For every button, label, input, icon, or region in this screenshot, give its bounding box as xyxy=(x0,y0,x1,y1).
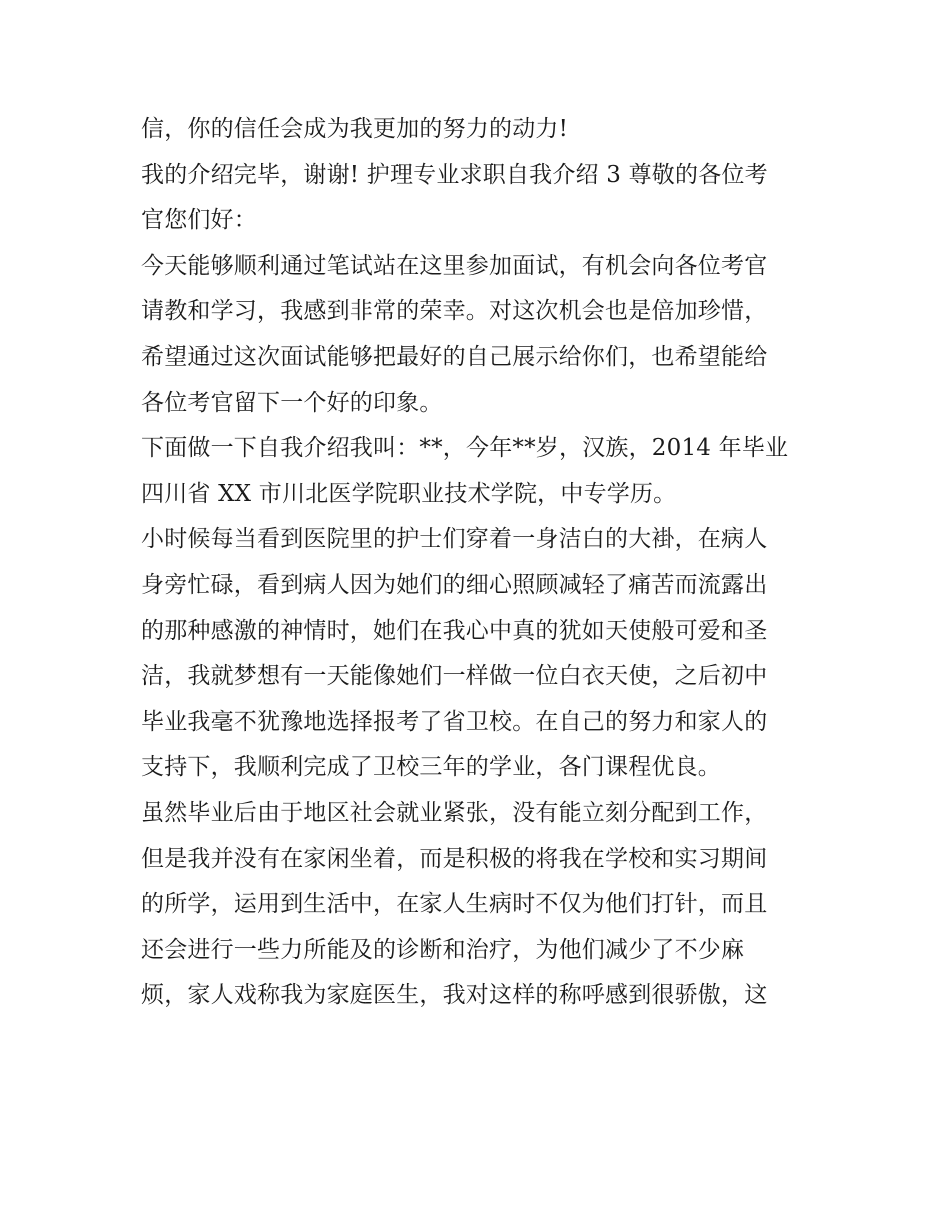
text-line: 下面做一下自我介绍我叫：**，今年**岁，汉族，2014 年毕业 xyxy=(141,435,789,462)
text-line: 还会进行一些力所能及的诊断和治疗，为他们减少了不少麻 xyxy=(141,936,745,963)
text-line: 我的介绍完毕，谢谢! 护理专业求职自我介绍 3 尊敬的各位考 xyxy=(141,161,768,188)
document-body xyxy=(141,107,821,1019)
text-line: 洁，我就梦想有一天能像她们一样做一位白衣天使，之后初中 xyxy=(141,663,768,690)
text-line: 的所学，运用到生活中，在家人生病时不仅为他们打针，而且 xyxy=(141,891,768,918)
text-line: 虽然毕业后由于地区社会就业紧张，没有能立刻分配到工作， xyxy=(141,799,768,826)
text-line: 毕业我毫不犹豫地选择报考了省卫校。在自己的努力和家人的 xyxy=(141,708,768,735)
text-line: 请教和学习，我感到非常的荣幸。对这次机会也是倍加珍惜， xyxy=(141,298,768,325)
text-line: 支持下，我顺利完成了卫校三年的学业，各门课程优良。 xyxy=(141,754,721,781)
text-line: 烦，家人戏称我为家庭医生，我对这样的称呼感到很骄傲，这 xyxy=(141,982,768,1009)
text-line: 四川省 XX 市川北医学院职业技术学院，中专学历。 xyxy=(141,480,677,507)
text-line: 今天能够顺利通过笔试站在这里参加面试，有机会向各位考官 xyxy=(141,252,768,279)
text-line: 各位考官留下一个好的印象。 xyxy=(141,389,443,416)
text-line: 身旁忙碌，看到病人因为她们的细心照顾减轻了痛苦而流露出 xyxy=(141,571,768,598)
text-line: 官您们好： xyxy=(141,207,257,234)
text-line: 小时候每当看到医院里的护士们穿着一身洁白的大褂，在病人 xyxy=(141,526,768,553)
text-line: 的那种感激的神情时，她们在我心中真的犹如天使般可爱和圣 xyxy=(141,617,768,644)
text-line: 但是我并没有在家闲坐着，而是积极的将我在学校和实习期间 xyxy=(141,845,768,872)
text-line: 信，你的信任会成为我更加的努力的动力! xyxy=(141,116,569,142)
text-line: 希望通过这次面试能够把最好的自己展示给你们，也希望能给 xyxy=(141,343,768,370)
